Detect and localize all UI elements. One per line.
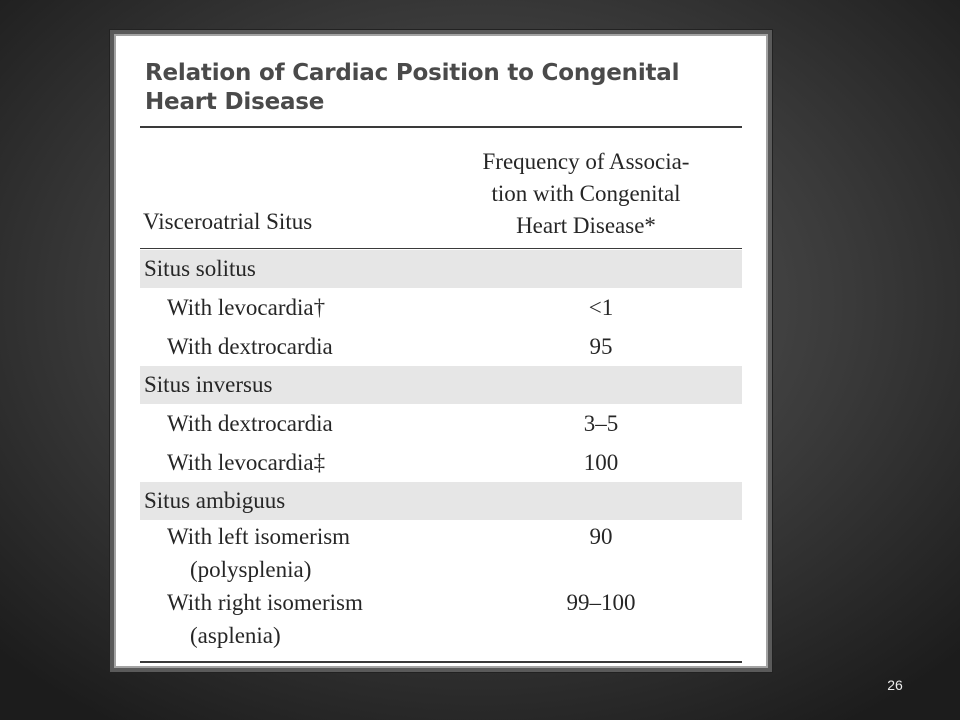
header-divider — [140, 248, 742, 249]
row-label — [140, 520, 500, 586]
row-label: With dextrocardia — [167, 334, 333, 359]
table-body — [140, 250, 742, 652]
table-row — [140, 327, 742, 366]
table-title: Relation of Cardiac Position to Congenital Heart Disease — [145, 60, 680, 115]
row-label-line: With right isomerism — [167, 590, 363, 615]
row-value: 95 — [589, 334, 613, 359]
table-row — [140, 288, 742, 327]
table-row — [140, 443, 742, 482]
row-value: 99–100 — [566, 590, 636, 615]
group-row-situs-ambiguus — [140, 482, 742, 520]
table-panel — [114, 34, 768, 668]
column-header-frequency: Frequency of Associa- tion with Congenital Heart Disease* — [482, 149, 690, 238]
title-divider — [140, 126, 742, 128]
column-header-situs: Visceroatrial Situs — [143, 209, 313, 234]
row-label-continuation: (polysplenia) — [190, 557, 312, 582]
row-value: 100 — [583, 450, 619, 475]
group-label: Situs inversus — [144, 372, 273, 397]
row-value: 3–5 — [583, 411, 619, 436]
row-value: <1 — [588, 295, 614, 320]
group-row-situs-solitus — [140, 250, 742, 288]
row-label: With levocardia† — [167, 295, 326, 320]
table-row — [140, 520, 742, 586]
row-value: 90 — [589, 524, 613, 549]
row-label-line: With left isomerism — [167, 524, 351, 549]
group-label: Situs solitus — [144, 256, 256, 281]
row-label-continuation: (asplenia) — [190, 623, 281, 648]
group-label: Situs ambiguus — [144, 488, 286, 513]
group-row-situs-inversus — [140, 366, 742, 404]
row-label: With dextrocardia — [167, 411, 333, 436]
table-bottom-rule — [140, 661, 742, 663]
table-image-frame — [110, 30, 772, 672]
table-row — [140, 586, 742, 652]
slide-page-number: 26 — [887, 677, 903, 693]
row-label: With levocardia‡ — [167, 450, 326, 475]
row-label — [140, 586, 500, 652]
table-row — [140, 404, 742, 443]
